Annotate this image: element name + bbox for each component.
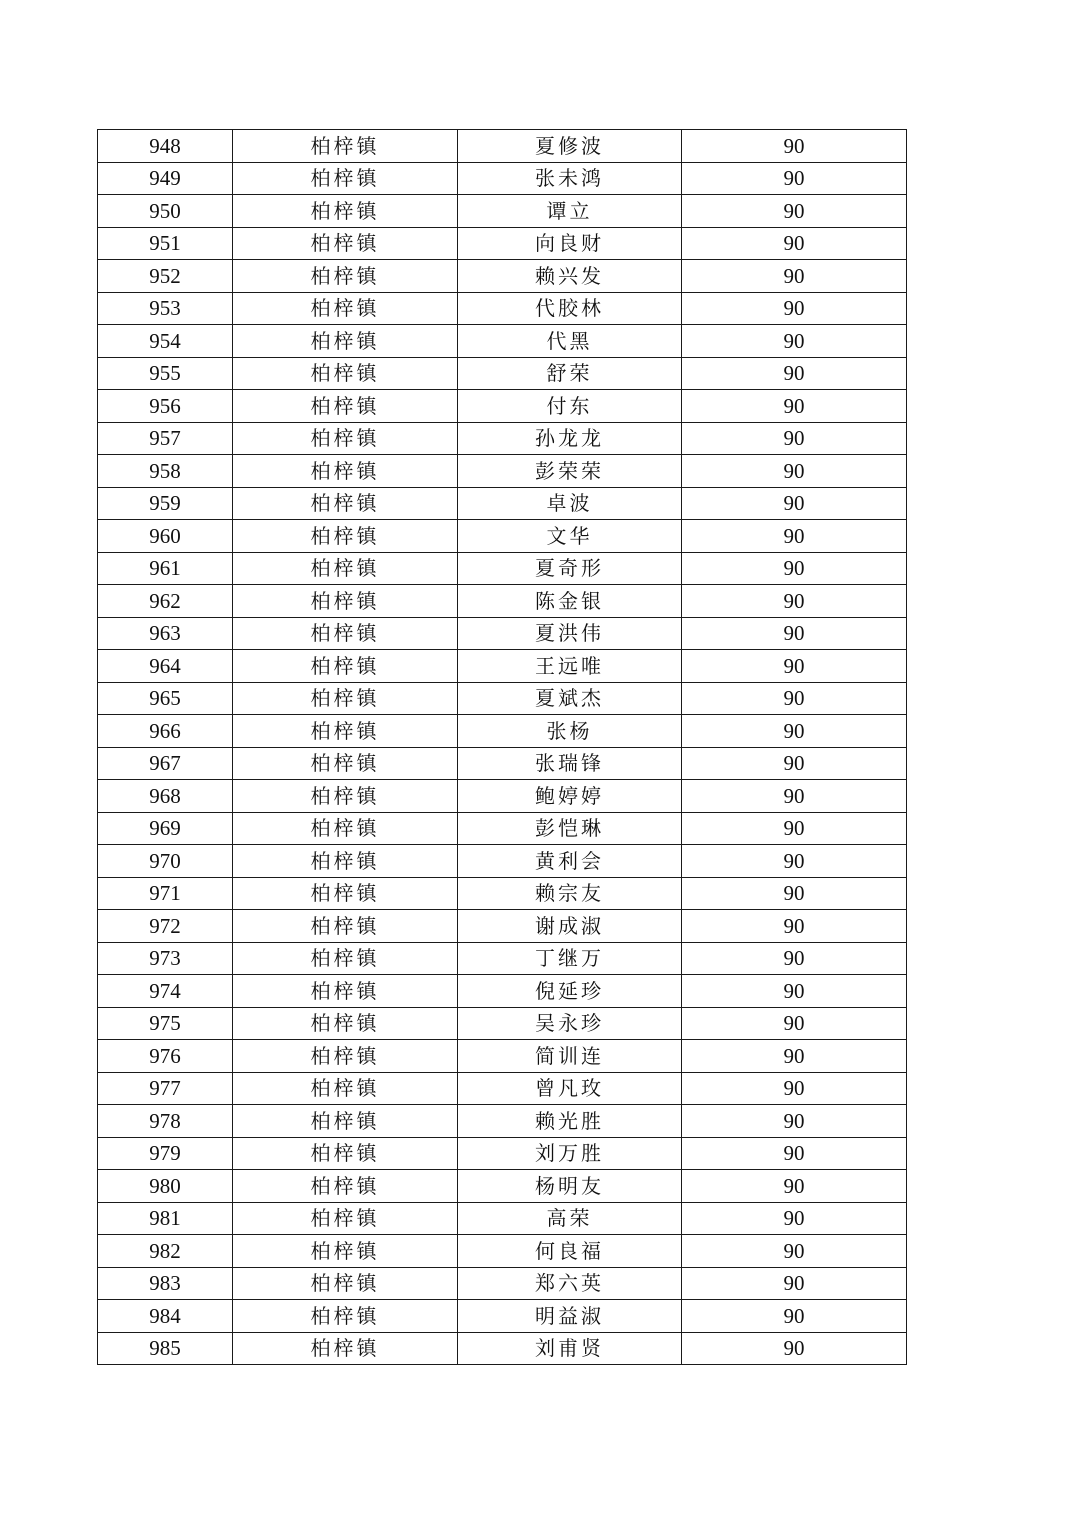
cell-number: 956 [98,390,233,423]
cell-person-name: 杨明友 [458,1170,682,1203]
cell-score: 90 [682,682,907,715]
roster-table-body [98,130,907,1365]
cell-score: 90 [682,1202,907,1235]
cell-number: 950 [98,195,233,228]
cell-town: 柏梓镇 [233,1040,458,1073]
table-row [98,1040,907,1073]
cell-number: 965 [98,682,233,715]
table-row [98,1072,907,1105]
cell-score: 90 [682,1235,907,1268]
cell-number: 954 [98,325,233,358]
cell-town: 柏梓镇 [233,617,458,650]
cell-number: 971 [98,877,233,910]
cell-town: 柏梓镇 [233,130,458,163]
cell-person-name: 孙龙龙 [458,422,682,455]
cell-score: 90 [682,552,907,585]
cell-score: 90 [682,1267,907,1300]
cell-number: 963 [98,617,233,650]
cell-number: 958 [98,455,233,488]
cell-town: 柏梓镇 [233,162,458,195]
cell-town: 柏梓镇 [233,650,458,683]
table-row [98,130,907,163]
cell-number: 982 [98,1235,233,1268]
cell-person-name: 高荣 [458,1202,682,1235]
cell-town: 柏梓镇 [233,585,458,618]
table-row [98,520,907,553]
cell-score: 90 [682,942,907,975]
cell-person-name: 夏洪伟 [458,617,682,650]
cell-score: 90 [682,650,907,683]
cell-number: 952 [98,260,233,293]
table-row [98,942,907,975]
cell-town: 柏梓镇 [233,292,458,325]
cell-person-name: 彭荣荣 [458,455,682,488]
table-row [98,1332,907,1365]
table-row [98,455,907,488]
cell-person-name: 简训连 [458,1040,682,1073]
cell-person-name: 曾凡玫 [458,1072,682,1105]
cell-number: 981 [98,1202,233,1235]
cell-score: 90 [682,910,907,943]
roster-table [97,129,907,1365]
cell-number: 948 [98,130,233,163]
cell-town: 柏梓镇 [233,1267,458,1300]
cell-number: 974 [98,975,233,1008]
cell-number: 980 [98,1170,233,1203]
cell-number: 975 [98,1007,233,1040]
cell-number: 969 [98,812,233,845]
table-row [98,747,907,780]
table-row [98,162,907,195]
cell-score: 90 [682,1170,907,1203]
table-row [98,1235,907,1268]
cell-score: 90 [682,1137,907,1170]
cell-score: 90 [682,1332,907,1365]
table-row [98,390,907,423]
cell-number: 961 [98,552,233,585]
cell-town: 柏梓镇 [233,422,458,455]
cell-score: 90 [682,227,907,260]
cell-person-name: 陈金银 [458,585,682,618]
cell-person-name: 夏斌杰 [458,682,682,715]
cell-town: 柏梓镇 [233,1072,458,1105]
table-row [98,617,907,650]
cell-town: 柏梓镇 [233,682,458,715]
cell-person-name: 文华 [458,520,682,553]
cell-score: 90 [682,975,907,1008]
cell-score: 90 [682,1300,907,1333]
cell-town: 柏梓镇 [233,910,458,943]
cell-person-name: 明益淑 [458,1300,682,1333]
cell-person-name: 何良福 [458,1235,682,1268]
table-row [98,292,907,325]
cell-town: 柏梓镇 [233,260,458,293]
cell-person-name: 谢成淑 [458,910,682,943]
cell-person-name: 代胶林 [458,292,682,325]
cell-person-name: 刘万胜 [458,1137,682,1170]
cell-number: 983 [98,1267,233,1300]
cell-person-name: 卓波 [458,487,682,520]
cell-town: 柏梓镇 [233,1170,458,1203]
cell-number: 968 [98,780,233,813]
cell-person-name: 付东 [458,390,682,423]
table-row [98,1300,907,1333]
cell-person-name: 张杨 [458,715,682,748]
cell-score: 90 [682,162,907,195]
cell-number: 964 [98,650,233,683]
cell-town: 柏梓镇 [233,715,458,748]
cell-town: 柏梓镇 [233,487,458,520]
table-row [98,585,907,618]
cell-town: 柏梓镇 [233,390,458,423]
table-row [98,325,907,358]
cell-number: 979 [98,1137,233,1170]
cell-town: 柏梓镇 [233,877,458,910]
cell-person-name: 赖光胜 [458,1105,682,1138]
cell-town: 柏梓镇 [233,1332,458,1365]
cell-town: 柏梓镇 [233,1235,458,1268]
table-row [98,195,907,228]
table-row [98,357,907,390]
cell-person-name: 张瑞锋 [458,747,682,780]
cell-person-name: 夏奇形 [458,552,682,585]
cell-number: 960 [98,520,233,553]
cell-person-name: 鲍婷婷 [458,780,682,813]
table-row [98,975,907,1008]
cell-town: 柏梓镇 [233,552,458,585]
cell-person-name: 吴永珍 [458,1007,682,1040]
table-row [98,227,907,260]
table-row [98,1105,907,1138]
cell-person-name: 夏修波 [458,130,682,163]
table-row [98,1202,907,1235]
cell-person-name: 张未鸿 [458,162,682,195]
cell-number: 959 [98,487,233,520]
cell-score: 90 [682,617,907,650]
cell-person-name: 倪延珍 [458,975,682,1008]
cell-number: 985 [98,1332,233,1365]
cell-number: 966 [98,715,233,748]
cell-town: 柏梓镇 [233,325,458,358]
cell-score: 90 [682,877,907,910]
table-row [98,487,907,520]
cell-town: 柏梓镇 [233,975,458,1008]
cell-town: 柏梓镇 [233,195,458,228]
cell-score: 90 [682,780,907,813]
cell-score: 90 [682,130,907,163]
cell-person-name: 舒荣 [458,357,682,390]
cell-town: 柏梓镇 [233,1007,458,1040]
cell-town: 柏梓镇 [233,1202,458,1235]
cell-person-name: 向良财 [458,227,682,260]
cell-score: 90 [682,520,907,553]
cell-score: 90 [682,1105,907,1138]
cell-score: 90 [682,487,907,520]
table-row [98,715,907,748]
table-row [98,780,907,813]
table-row [98,910,907,943]
cell-score: 90 [682,357,907,390]
cell-score: 90 [682,585,907,618]
cell-person-name: 黄利会 [458,845,682,878]
cell-score: 90 [682,1040,907,1073]
cell-number: 970 [98,845,233,878]
cell-town: 柏梓镇 [233,812,458,845]
cell-town: 柏梓镇 [233,942,458,975]
cell-score: 90 [682,455,907,488]
cell-number: 984 [98,1300,233,1333]
cell-number: 978 [98,1105,233,1138]
table-row [98,682,907,715]
table-row [98,1137,907,1170]
cell-number: 955 [98,357,233,390]
cell-number: 962 [98,585,233,618]
cell-score: 90 [682,715,907,748]
cell-score: 90 [682,1007,907,1040]
cell-town: 柏梓镇 [233,845,458,878]
cell-town: 柏梓镇 [233,780,458,813]
cell-town: 柏梓镇 [233,747,458,780]
cell-person-name: 赖宗友 [458,877,682,910]
cell-number: 967 [98,747,233,780]
table-row [98,845,907,878]
cell-score: 90 [682,325,907,358]
cell-number: 973 [98,942,233,975]
cell-person-name: 代黑 [458,325,682,358]
cell-town: 柏梓镇 [233,520,458,553]
table-row [98,650,907,683]
cell-score: 90 [682,1072,907,1105]
cell-town: 柏梓镇 [233,455,458,488]
cell-number: 977 [98,1072,233,1105]
cell-person-name: 王远唯 [458,650,682,683]
table-row [98,1170,907,1203]
table-row [98,877,907,910]
cell-town: 柏梓镇 [233,357,458,390]
table-row [98,552,907,585]
cell-number: 953 [98,292,233,325]
cell-town: 柏梓镇 [233,1300,458,1333]
cell-person-name: 彭恺琳 [458,812,682,845]
table-row [98,1007,907,1040]
table-row [98,1267,907,1300]
cell-number: 972 [98,910,233,943]
cell-score: 90 [682,260,907,293]
cell-score: 90 [682,422,907,455]
cell-score: 90 [682,292,907,325]
cell-score: 90 [682,845,907,878]
cell-town: 柏梓镇 [233,1137,458,1170]
cell-person-name: 谭立 [458,195,682,228]
cell-score: 90 [682,812,907,845]
cell-number: 976 [98,1040,233,1073]
cell-number: 951 [98,227,233,260]
table-row [98,812,907,845]
cell-town: 柏梓镇 [233,227,458,260]
cell-town: 柏梓镇 [233,1105,458,1138]
cell-number: 949 [98,162,233,195]
cell-person-name: 刘甫贤 [458,1332,682,1365]
cell-person-name: 丁继万 [458,942,682,975]
cell-person-name: 郑六英 [458,1267,682,1300]
table-row [98,422,907,455]
cell-score: 90 [682,390,907,423]
cell-score: 90 [682,747,907,780]
cell-person-name: 赖兴发 [458,260,682,293]
table-row [98,260,907,293]
cell-number: 957 [98,422,233,455]
cell-score: 90 [682,195,907,228]
